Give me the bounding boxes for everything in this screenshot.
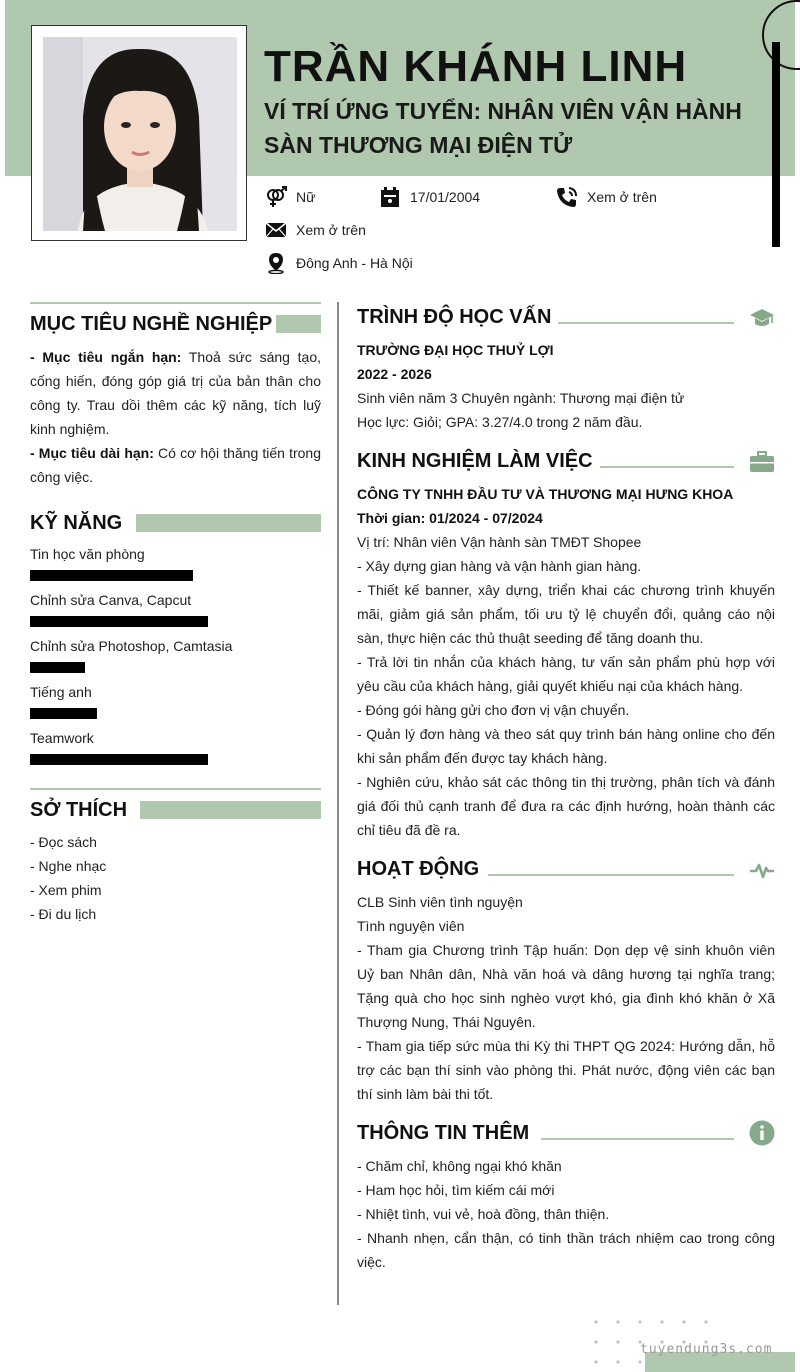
extra-info-details (357, 1154, 775, 1274)
objective-short-text: Thoả sức sáng tạo, cống hiến, đóng góp giá trị của bản thân cho công ty. Trau dồi thêm các kỹ năng, tích luỹ kinh nghiệm. (30, 349, 321, 437)
education-gpa: Học lực: Giỏi; GPA: 3.27/4.0 trong 2 năm đầu. (357, 414, 643, 430)
hobbies-title: SỞ THÍCH (30, 799, 128, 821)
objective-divider (30, 302, 321, 304)
avatar (43, 37, 237, 231)
skill-level-bar (30, 708, 97, 719)
skill-label: Tin học văn phòng (30, 546, 145, 562)
gender-value: Nữ (296, 189, 316, 205)
education-title: TRÌNH ĐỘ HỌC VẤN (357, 306, 552, 328)
objective-long-label: - Mục tiêu dài hạn: (30, 445, 154, 461)
phone-icon (556, 186, 578, 208)
activity-bullet: - Tham gia Chương trình Tập huấn: Dọn dẹp vệ sinh khuôn viên Uỷ ban Nhân dân, Nhà văn hoá và dâng hương tại nghĩa trang; Tặng quà cho học sinh nghèo vượt khó, gia đình khó khăn ở Xã Thượng Nung, Thái Nguyên. (357, 942, 775, 1030)
objective-title-bar (276, 315, 321, 333)
hobby-item: - Đi du lịch (30, 906, 97, 922)
column-divider (337, 302, 339, 1305)
activities-title: HOẠT ĐỘNG (357, 858, 480, 880)
skill-level-bar (30, 662, 85, 673)
avatar-frame (31, 25, 247, 241)
candidate-name: TRẦN KHÁNH LINH (264, 42, 688, 91)
skills-title-bar (136, 514, 321, 532)
experience-bullet: - Trả lời tin nhắn của khách hàng, tư vấn sản phẩm phù hợp với yêu cầu của khách hàng, giải quyết khiếu nại của khách hàng. (357, 654, 775, 694)
skill-level-bar (30, 570, 193, 581)
hobby-item: - Xem phim (30, 882, 102, 898)
graduation-cap-icon (749, 305, 775, 331)
skill-level-bar (30, 616, 208, 627)
experience-bullet: - Quản lý đơn hàng và theo sát quy trình bán hàng online cho đến khi sản phẩm đến được tay khách hàng. (357, 726, 775, 766)
objective-long-text: Có cơ hội thăng tiến trong công việc. (30, 445, 321, 485)
experience-bullet: - Nghiên cứu, khảo sát các thông tin thị trường, phân tích và đánh giá đối thủ cạnh tranh để đưa ra các định hướng, hoàn thành các chỉ tiêu đã đề ra. (357, 774, 775, 838)
activity-org: CLB Sinh viên tình nguyện (357, 894, 523, 910)
skill-label: Tiếng anh (30, 684, 92, 700)
skill-level-bar (30, 754, 208, 765)
gender-info (265, 186, 315, 208)
experience-title: KINH NGHIỆM LÀM VIỆC (357, 450, 593, 472)
experience-bullet: - Đóng gói hàng gửi cho đơn vị vận chuyển. (357, 702, 630, 718)
skill-label: Teamwork (30, 730, 94, 746)
activity-bullet: - Tham gia tiếp sức mùa thi Kỳ thi THPT QG 2024: Hướng dẫn, hỗ trợ các bạn thí sinh vào phòng thi. Phát nước, động viên các bạn thí sinh làm bài thi tốt. (357, 1038, 775, 1102)
gender-icon (265, 186, 287, 208)
education-line (558, 322, 734, 324)
watermark: tuyendung3s.com (640, 1342, 773, 1357)
experience-role: Vị trí: Nhân viên Vận hành sàn TMĐT Shopee (357, 534, 642, 550)
position-title: VÍ TRÍ ỨNG TUYỂN: NHÂN VIÊN VẬN HÀNH SÀN THƯƠNG MẠI ĐIỆN TỬ (264, 98, 742, 158)
dob-info (379, 186, 480, 208)
extra-info-title: THÔNG TIN THÊM (357, 1122, 530, 1144)
education-major: Sinh viên năm 3 Chuyên ngành: Thương mại điện tử (357, 390, 685, 406)
objective-short-label: - Mục tiêu ngắn hạn: (30, 349, 182, 365)
experience-details (357, 482, 775, 842)
extra-info-line (541, 1138, 734, 1140)
extra-bullet: - Nhanh nhẹn, cẩn thận, có tinh thần trách nhiệm cao trong công việc. (357, 1230, 775, 1270)
envelope-icon (265, 219, 287, 241)
objective-title: MỤC TIÊU NGHỀ NGHIỆP (30, 313, 273, 335)
extra-bullet: - Nhiệt tình, vui vẻ, hoà đồng, thân thiện. (357, 1206, 610, 1222)
hobbies-divider (30, 788, 321, 790)
experience-period: Thời gian: 01/2024 - 07/2024 (357, 510, 543, 526)
activities-line (488, 874, 734, 876)
phone-info (556, 186, 657, 208)
objective-text (30, 345, 321, 489)
location-pin-icon (265, 252, 287, 274)
info-icon (749, 1120, 775, 1146)
dob-value: 17/01/2004 (410, 189, 481, 205)
company-name: CÔNG TY TNHH ĐẦU TƯ VÀ THƯƠNG MẠI HƯNG KHOA (357, 486, 734, 502)
phone-value: Xem ở trên (587, 189, 657, 205)
experience-line (600, 466, 734, 468)
activity-role: Tình nguyện viên (357, 918, 465, 934)
experience-bullet: - Thiết kế banner, xây dựng, triển khai các chương trình khuyến mãi, giảm giá sản phẩm, tối ưu tỷ lệ chuyển đổi, quảng cáo nội sàn, thực hiện các thủ thuật seeding để tăng doanh thu. (357, 582, 775, 646)
experience-bullet: - Xây dựng gian hàng và vận hành gian hàng. (357, 558, 642, 574)
hobbies-title-bar (140, 801, 321, 819)
skill-label: Chỉnh sửa Canva, Capcut (30, 592, 192, 608)
school-name: TRƯỜNG ĐẠI HỌC THUỶ LỢI (357, 342, 554, 358)
skills-title: KỸ NĂNG (30, 512, 123, 534)
hobby-item: - Đọc sách (30, 834, 97, 850)
activity-pulse-icon (749, 857, 775, 883)
skill-label: Chỉnh sửa Photoshop, Camtasia (30, 638, 233, 654)
hobby-item: - Nghe nhạc (30, 858, 107, 874)
extra-bullet: - Chăm chỉ, không ngại khó khăn (357, 1158, 562, 1174)
calendar-icon (379, 186, 401, 208)
email-info (265, 219, 366, 241)
extra-bullet: - Ham học hỏi, tìm kiếm cái mới (357, 1182, 555, 1198)
education-years: 2022 - 2026 (357, 366, 432, 382)
activities-details (357, 890, 775, 1106)
email-value: Xem ở trên (296, 222, 366, 238)
address-info (265, 252, 413, 274)
briefcase-icon (749, 449, 775, 475)
decorative-vertical-bar (772, 42, 780, 247)
education-details (357, 338, 775, 434)
address-value: Đông Anh - Hà Nội (296, 255, 413, 271)
